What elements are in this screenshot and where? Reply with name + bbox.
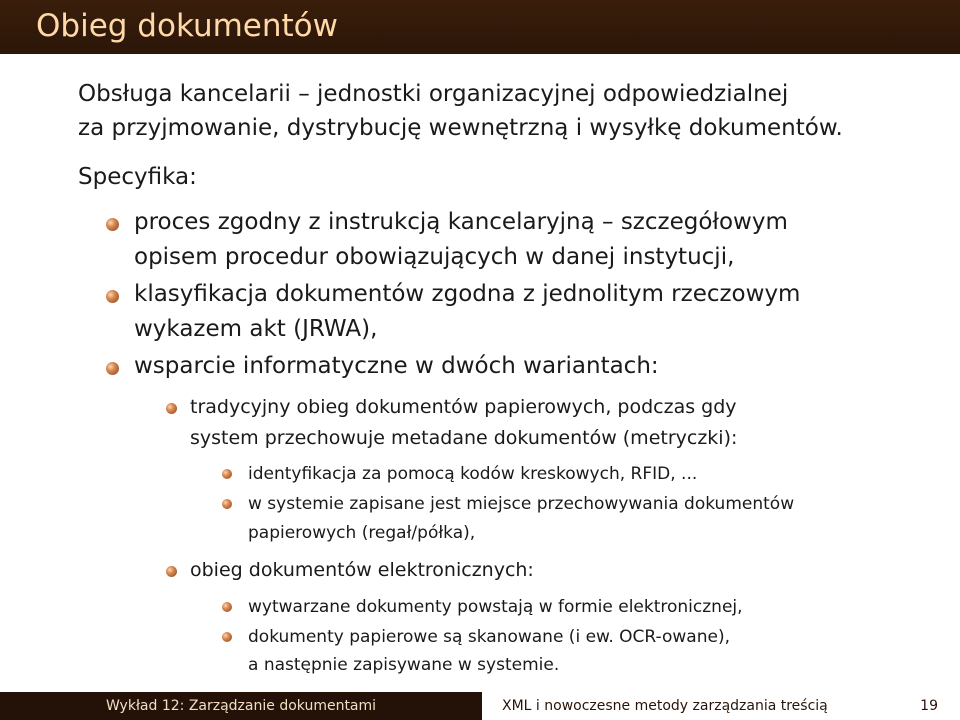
intro-line-2: za przyjmowanie, dystrybucję wewnętrzną i wysyłkę dokumentów. bbox=[78, 115, 843, 141]
page-number: 19 bbox=[920, 698, 938, 714]
footer bbox=[0, 692, 960, 720]
slide-title: Obieg dokumentów bbox=[36, 8, 338, 44]
intro-line-1: Obsługa kancelarii – jednostki organizacyjnej odpowiedzialnej bbox=[78, 81, 789, 107]
bullet-3-line-1: wsparcie informatyczne w dwóch wariantach: bbox=[134, 353, 659, 379]
bullet-ball-icon bbox=[222, 469, 232, 479]
subsub-2-line-1: w systemie zapisane jest miejsce przechowywania dokumentów bbox=[248, 494, 795, 514]
footer-lecture-title: Wykład 12: Zarządzanie dokumentami bbox=[0, 692, 482, 720]
spec-label: Specyfika: bbox=[78, 164, 197, 190]
subsub-1-line-1: identyfikacja za pomocą kodów kreskowych, RFID, ... bbox=[248, 464, 698, 484]
bullet-ball-icon bbox=[166, 403, 177, 414]
sub-2-line-1: obieg dokumentów elektronicznych: bbox=[190, 559, 534, 581]
bullet-2-line-1: klasyfikacja dokumentów zgodna z jednolitym rzeczowym bbox=[134, 281, 801, 307]
bullet-ball-icon bbox=[222, 602, 232, 612]
footer-course bbox=[482, 692, 960, 720]
bullet-ball-icon bbox=[106, 362, 119, 375]
bullet-ball-icon bbox=[222, 632, 232, 642]
bullet-1-line-1: proces zgodny z instrukcją kancelaryjną – szczegółowym bbox=[134, 209, 788, 235]
bullet-ball-icon bbox=[222, 499, 232, 509]
subsub-4-line-2: a następnie zapisywane w systemie. bbox=[248, 655, 560, 675]
subsub-2-line-2: papierowych (regał/półka), bbox=[248, 523, 476, 543]
sub-1-line-2: system przechowuje metadane dokumentów (metryczki): bbox=[190, 427, 738, 449]
bullet-1-line-2: opisem procedur obowiązujących w danej instytucji, bbox=[134, 244, 735, 270]
bullet-2-line-2: wykazem akt (JRWA), bbox=[134, 316, 378, 342]
sub-1-line-1: tradycyjny obieg dokumentów papierowych, podczas gdy bbox=[190, 396, 737, 418]
bullet-ball-icon bbox=[106, 290, 119, 303]
subsub-3-line-1: wytwarzane dokumenty powstają w formie elektronicznej, bbox=[248, 597, 743, 617]
subsub-4-line-1: dokumenty papierowe są skanowane (i ew. OCR-owane), bbox=[248, 627, 730, 647]
footer-course-title: XML i nowoczesne metody zarządzania treścią bbox=[502, 698, 828, 714]
bullet-ball-icon bbox=[166, 566, 177, 577]
bullet-ball-icon bbox=[106, 218, 119, 231]
